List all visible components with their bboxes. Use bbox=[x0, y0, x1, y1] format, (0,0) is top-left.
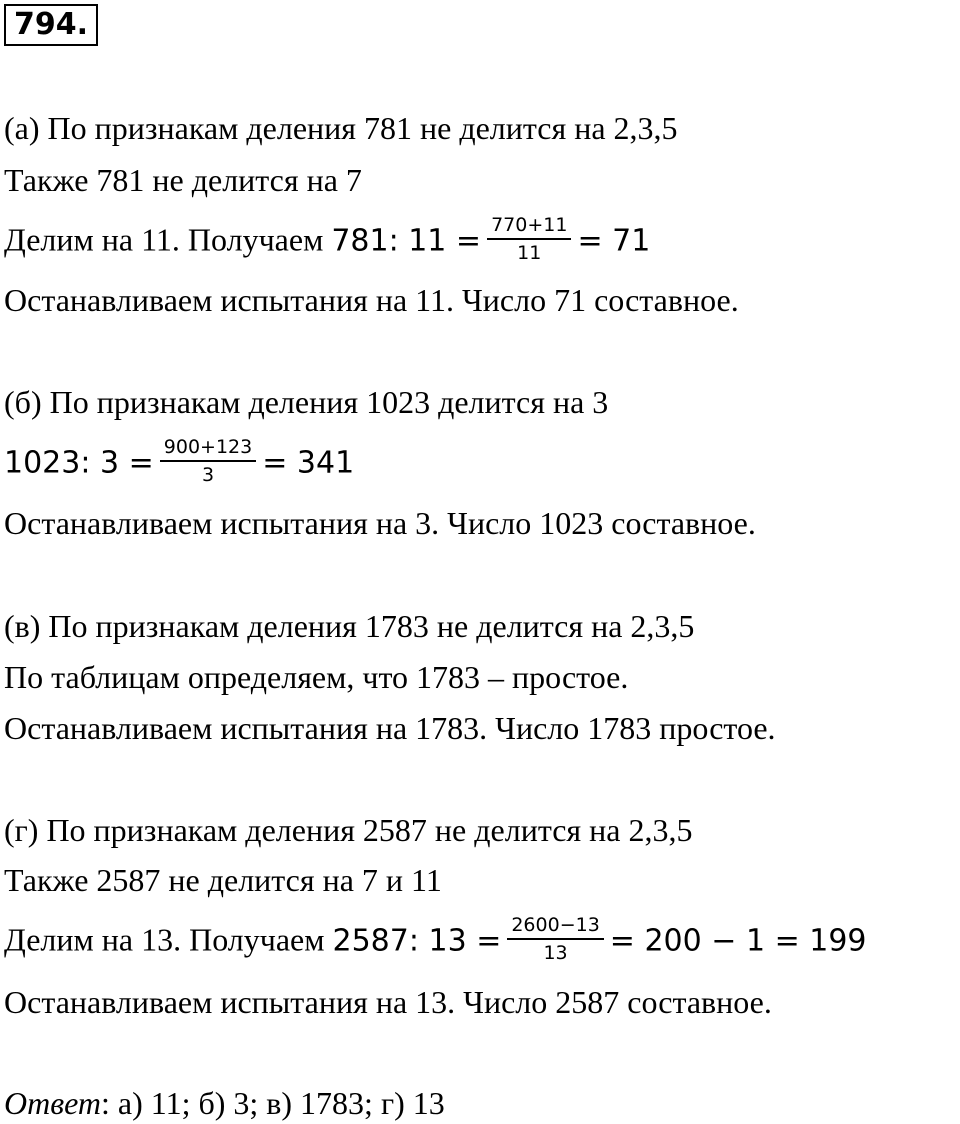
part-a-line-3-text: Делим на 11. Получаем bbox=[4, 221, 332, 258]
part-b-fraction-denominator: 3 bbox=[201, 464, 215, 486]
part-a-line-1: (а) По признакам деления 781 не делится на 2,3,5 bbox=[4, 110, 678, 146]
part-a-line-4: Останавливаем испытания на 11. Число 71 составное. bbox=[4, 282, 739, 318]
part-d-line-2: Также 2587 не делится на 7 и 11 bbox=[4, 862, 442, 898]
answer-line bbox=[4, 1083, 445, 1123]
part-c-line-2: По таблицам определяем, что 1783 – простое. bbox=[4, 659, 629, 695]
part-c-line-3: Останавливаем испытания на 1783. Число 1783 простое. bbox=[4, 710, 776, 746]
part-d-fraction-numerator: 2600−13 bbox=[507, 914, 603, 940]
part-d-line-1: (г) По признакам деления 2587 не делится на 2,3,5 bbox=[4, 812, 693, 848]
part-b-fraction-numerator: 900+123 bbox=[160, 436, 256, 462]
part-a-line-3 bbox=[4, 214, 651, 268]
part-b-line-3: Останавливаем испытания на 3. Число 1023 составное. bbox=[4, 505, 756, 541]
part-a-expression-right: = 71 bbox=[577, 223, 651, 259]
part-b-line-1: (б) По признакам деления 1023 делится на 3 bbox=[4, 384, 609, 420]
part-d-line-3 bbox=[4, 914, 867, 968]
part-b-fraction bbox=[160, 436, 256, 486]
part-c-line-1: (в) По признакам деления 1783 не делится на 2,3,5 bbox=[4, 608, 695, 644]
part-b-expression-left: 1023: 3 = bbox=[4, 445, 154, 481]
part-a-expression-left: 781: 11 = bbox=[331, 223, 482, 259]
part-a-fraction-denominator: 11 bbox=[517, 242, 542, 264]
part-d-line-3-text: Делим на 13. Получаем bbox=[4, 921, 333, 958]
part-d-fraction-denominator: 13 bbox=[543, 942, 568, 964]
part-a-fraction bbox=[487, 214, 571, 264]
answer-text: : а) 11; б) 3; в) 1783; г) 13 bbox=[101, 1085, 445, 1121]
problem-number: 794. bbox=[4, 4, 98, 46]
part-d-expression-right: = 200 − 1 = 199 bbox=[609, 923, 867, 959]
part-d-fraction bbox=[507, 914, 603, 964]
part-b-line-2 bbox=[4, 436, 355, 490]
part-d-expression-left: 2587: 13 = bbox=[332, 923, 502, 959]
answer-label: Ответ bbox=[4, 1085, 101, 1121]
part-d-line-4: Останавливаем испытания на 13. Число 2587 составное. bbox=[4, 984, 772, 1020]
part-b-expression-right: = 341 bbox=[262, 445, 355, 481]
part-a-line-2: Также 781 не делится на 7 bbox=[4, 162, 362, 198]
part-a-fraction-numerator: 770+11 bbox=[487, 214, 571, 240]
